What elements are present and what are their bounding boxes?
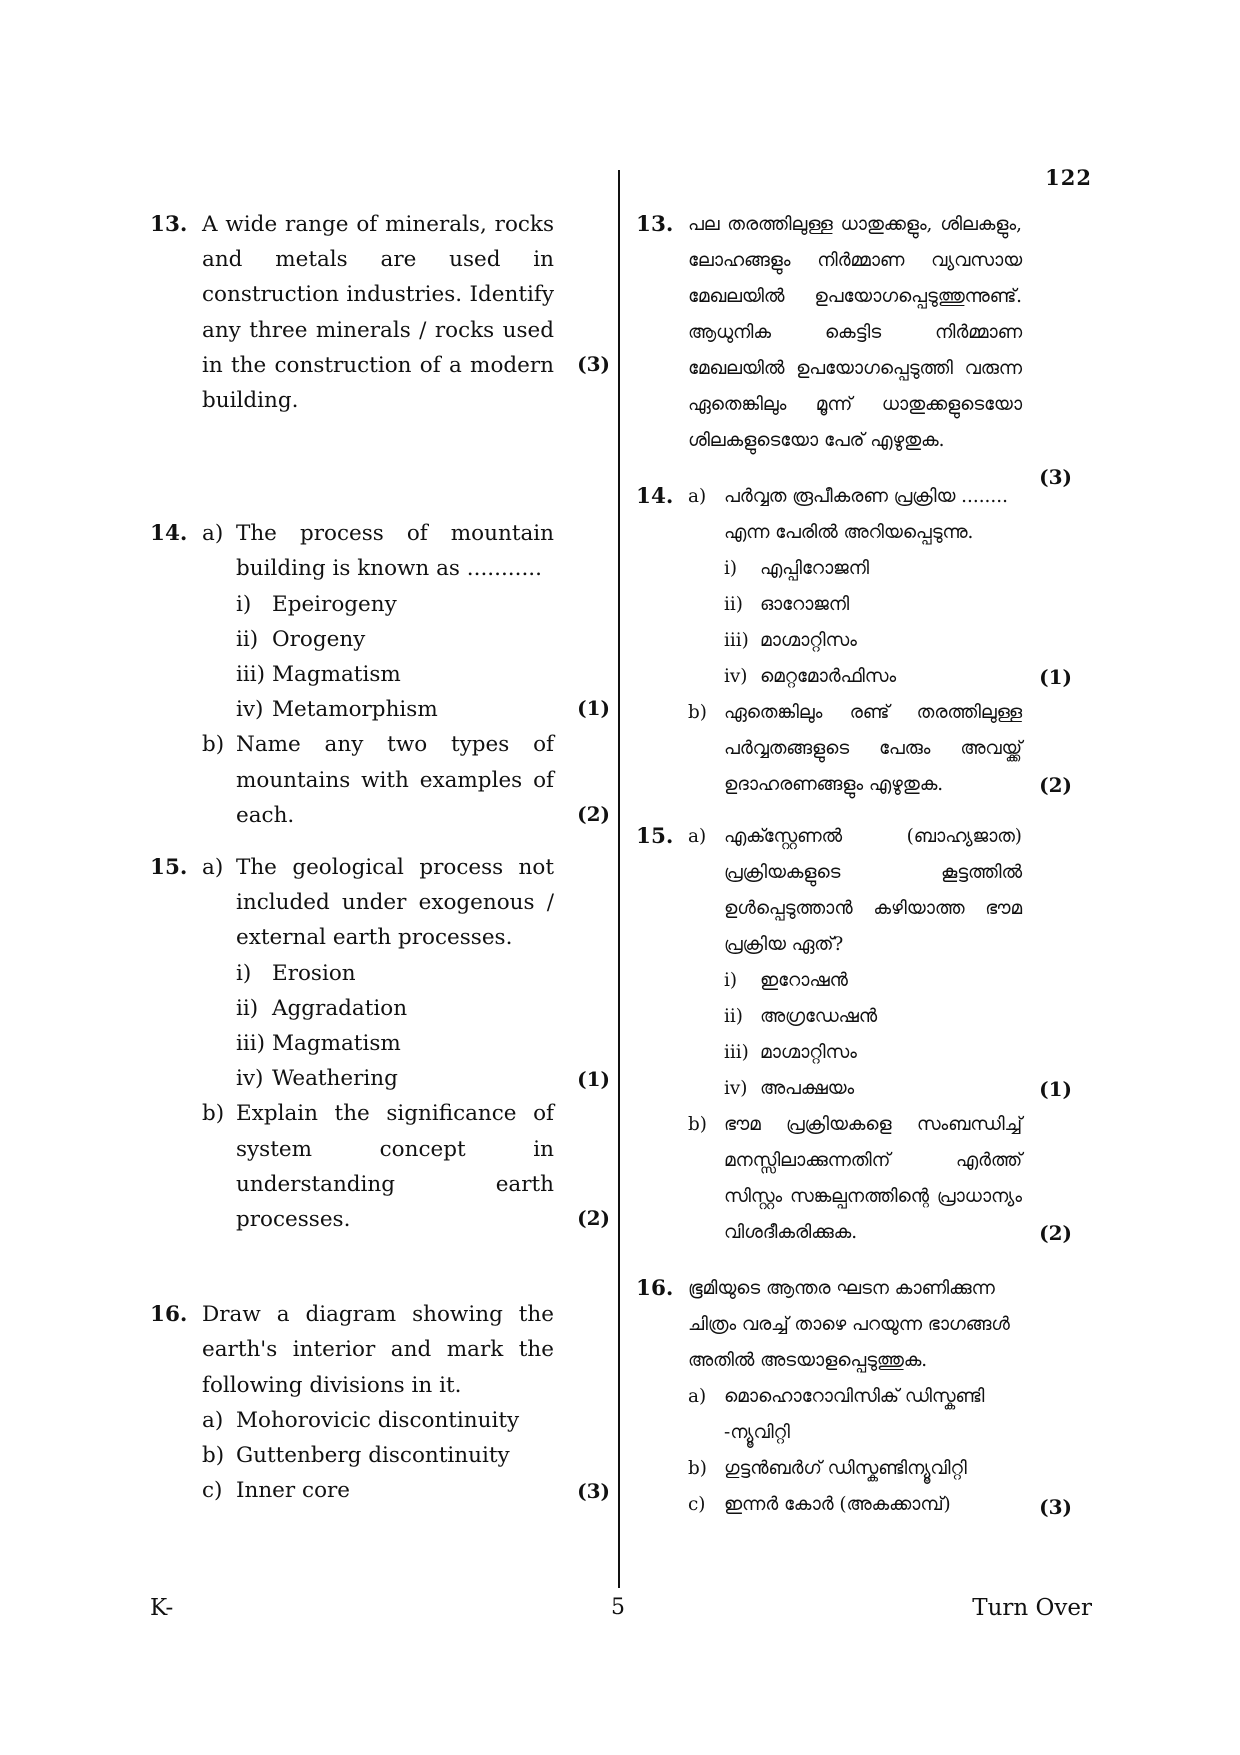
part-text: The geological process not included under exogenous / external earth processes. [236,855,554,951]
question-13-en [150,207,610,418]
option: iii) മാഗ്മാറ്റിസം [724,630,857,651]
marks: (1) [577,696,610,721]
option: i) ഇറോഷൻ [724,970,848,991]
marks: (1) [1039,665,1072,689]
malayalam-column [636,207,1072,1523]
question-number: 16. [636,1276,674,1301]
marks: (1) [1039,1077,1072,1101]
option: ii) ഓറോജനി [724,594,850,615]
question-14-en [150,516,610,833]
option: iv) മെറ്റമോർഫിസം [724,666,897,687]
question-16-en [150,1297,610,1508]
option: i) എപ്പിറോജനി [724,558,869,579]
part-text: Explain the significance of system concept in understanding earth processes. [236,1101,554,1233]
list-item: b) Guttenberg discontinuity [202,1443,510,1469]
question-number: 14. [150,521,188,547]
part-text: ഏതെങ്കിലും രണ്ട് തരത്തിലുള്ള പർവ്വതങ്ങളുടെ പേരും അവയ്ക്ക് ഉദാഹരണങ്ങളും എഴുതുക. [724,702,1022,795]
option: iv) അപക്ഷയം [724,1078,855,1099]
option: ii) Aggradation [236,995,408,1021]
list-item: a) Mohorovicic discontinuity [202,1407,520,1433]
marks: (2) [1039,773,1072,797]
turn-over-label: Turn Over [972,1595,1092,1621]
list-item: b) ഗുട്ടൻബർഗ് ഡിസ്കണ്ടിന്യൂവിറ്റി [688,1458,967,1479]
question-13-ml [636,207,1072,489]
part-label: b) [202,732,225,758]
marks: (3) [577,1479,610,1504]
part-label: a) [688,826,707,847]
list-item: a) മൊഹൊറോവിസിക് ഡിസ്കണ്ടി -ന്യൂവിറ്റി [688,1386,985,1443]
question-14-ml [636,479,1072,803]
part-a [688,479,1072,695]
list-item: c) ഇന്നർ കോർ (അകക്കാമ്പ്) [688,1494,951,1515]
option: iv) Metamorphism [236,697,438,723]
marks: (3) [577,352,610,376]
page-number: 5 [611,1595,625,1620]
option: i) Epeirogeny [236,591,397,617]
question-number: 13. [636,212,674,237]
marks: (2) [577,802,610,827]
option: iii) Magmatism [236,662,401,688]
question-number: 14. [636,484,674,509]
list-item: c) Inner core [202,1478,351,1504]
part-b [202,727,610,833]
part-a [202,850,610,1096]
part-label: b) [202,1101,225,1127]
option: i) Erosion [236,960,356,986]
paper-code: 122 [1045,165,1092,190]
part-label: a) [202,521,224,547]
question-15-ml [636,819,1072,1251]
part-a [688,819,1072,1107]
footer-code: K- [150,1595,174,1621]
part-b [688,1107,1072,1251]
part-text: ഭൗമ പ്രക്രിയകളെ സംബന്ധിച്ച് മനസ്സിലാക്കുന്നതിന് എർത്ത് സിസ്റ്റം സങ്കല്പനത്തിന്റെ പ്രാധാന്യം വിശദീകരിക്കുക. [724,1114,1022,1243]
part-a [202,516,610,727]
question-text: ഭൂമിയുടെ ആന്തര ഘടന കാണിക്കുന്ന ചിത്രം വരച്ച് താഴെ പറയുന്ന ഭാഗങ്ങൾ അതിൽ അടയാളപ്പെടുത്തുക. [688,1278,1010,1371]
question-number: 15. [150,855,188,881]
marks: (1) [577,1067,610,1092]
marks: (3) [1039,465,1072,489]
question-text: Draw a diagram showing the earth's interior and mark the following divisions in it. [202,1302,554,1398]
question-15-en [150,850,610,1237]
english-column [150,207,610,1509]
question-text: പല തരത്തിലുള്ള ധാതുക്കളും, ശിലകളും, ലോഹങ്ങളും നിർമ്മാണ വ്യവസായ മേഖലയിൽ ഉപയോഗപ്പെടുത്തുന്നുണ്ട്. ആധുനിക കെട്ടിട നിർമ്മാണ മേഖലയിൽ ഉപയോഗപ്പെടുത്തി വരുന്ന ഏതെങ്കിലും മൂന്ന് ധാതുക്കളുടെയോ ശിലകളുടെയോ പേര് എഴുതുക. [688,214,1022,451]
option: iii) Magmatism [236,1031,401,1057]
marks: (3) [1039,1495,1072,1519]
option: iv) Weathering [236,1066,398,1092]
question-number: 15. [636,824,674,849]
marks: (2) [1039,1221,1072,1245]
option: ii) Orogeny [236,626,366,652]
part-label: b) [688,1114,707,1135]
part-text: The process of mountain building is known as ........... [236,521,554,582]
part-label: a) [688,486,707,507]
option: iii) മാഗ്മാറ്റിസം [724,1042,857,1063]
part-label: a) [202,855,224,881]
part-label: b) [688,702,707,723]
question-number: 13. [150,212,188,237]
option: ii) അഗ്രഡേഷൻ [724,1006,877,1027]
question-16-ml [636,1271,1072,1523]
part-text: എക്സ്റ്റേണൽ (ബാഹ്യജാത) പ്രക്രിയകളുടെ കൂട്ടത്തിൽ ഉൾപ്പെടുത്താൻ കഴിയാത്ത ഭൗമ പ്രക്രിയ ഏത്? [724,826,1022,955]
marks: (2) [577,1206,610,1231]
part-b [202,1096,610,1237]
question-text: A wide range of minerals, rocks and metals are used in construction industries. Identify any three minerals / rocks used in the construction of a modern building. [202,212,554,414]
part-text: പർവ്വത രൂപീകരണ പ്രക്രിയ ........ എന്ന പേരിൽ അറിയപ്പെടുന്നു. [724,486,1008,543]
question-number: 16. [150,1302,188,1328]
part-text: Name any two types of mountains with examples of each. [236,732,554,828]
part-b [688,695,1072,803]
column-divider [618,170,620,1588]
